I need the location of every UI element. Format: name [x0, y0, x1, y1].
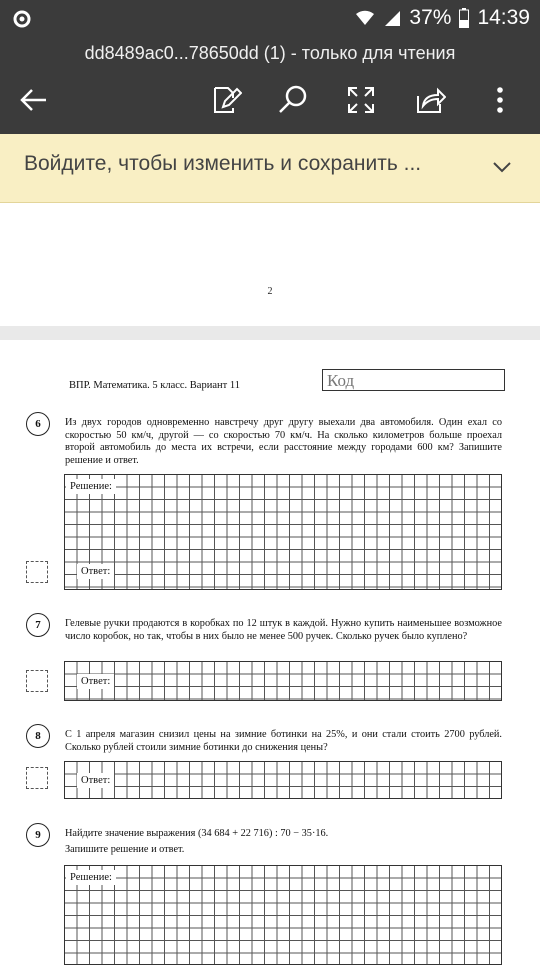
page-number: 2 — [267, 286, 273, 297]
signal-icon — [383, 9, 401, 27]
answer-label: Ответ: — [77, 773, 114, 788]
document-page — [0, 340, 540, 960]
question-number: 9 — [26, 823, 50, 847]
settings-notification-icon — [12, 9, 32, 29]
more-options-icon[interactable] — [484, 84, 516, 116]
banner-text: Войдите, чтобы изменить и сохранить ... — [24, 152, 422, 175]
back-arrow-icon[interactable] — [18, 84, 50, 116]
score-box — [26, 561, 48, 583]
solution-label: Решение: — [66, 479, 116, 494]
answer-grid — [64, 761, 502, 799]
battery-percent: 37% — [409, 6, 452, 29]
question-text-line: Запишите решение и ответ. — [65, 843, 185, 855]
app-bar — [0, 36, 540, 134]
question-text: Из двух городов одновременно навстречу друг другу выехали два автомобиля. Один ехал со скоростью 50 км/ч, другой — со скоростью 70 км/ч. На сколько километров больше проехал второй автомобиль до места их встречи, если расстояние между городами 600 км? Запишите решение и ответ. — [65, 417, 502, 466]
battery-icon — [459, 8, 469, 28]
solution-label: Решение: — [66, 870, 116, 885]
score-box — [26, 767, 48, 789]
question-text: С 1 апреля магазин снизил цены на зимние ботинки на 25%, и они стали стоить 2700 рублей. Сколько рублей стоили зимние ботинки до снижения цены? — [65, 729, 502, 753]
wifi-icon — [355, 9, 375, 27]
share-icon[interactable] — [414, 84, 446, 116]
page-gap — [0, 326, 540, 340]
solution-grid — [64, 474, 502, 590]
score-box — [26, 670, 48, 692]
status-bar — [0, 0, 540, 36]
question-number: 8 — [26, 724, 50, 748]
question-number: 6 — [26, 412, 50, 436]
document-title: dd8489ac0...78650dd (1) - только для чтения — [84, 43, 456, 63]
search-icon[interactable] — [277, 84, 309, 116]
question-text — [65, 828, 502, 856]
chevron-down-icon[interactable] — [492, 160, 512, 174]
sign-in-banner[interactable] — [0, 134, 540, 203]
fullscreen-icon[interactable] — [345, 84, 377, 116]
answer-label: Ответ: — [77, 674, 114, 689]
answer-grid — [64, 661, 502, 701]
answer-label: Ответ: — [77, 564, 114, 579]
question-text-line: Найдите значение выражения (34 684 + 22 716) : 70 − 35·16. — [65, 828, 329, 839]
code-field: Код — [322, 369, 505, 391]
clock: 14:39 — [477, 6, 530, 29]
edit-icon[interactable] — [210, 84, 242, 116]
solution-grid — [64, 865, 502, 965]
question-number: 7 — [26, 613, 50, 637]
question-text: Гелевые ручки продаются в коробках по 12 штук в каждой. Нужно купить наименьшее возможное число коробок, но так, чтобы в них было не менее 500 ручек. Сколько ручек было куплено? — [65, 618, 502, 642]
page-header: ВПР. Математика. 5 класс. Вариант 11 — [69, 380, 240, 391]
